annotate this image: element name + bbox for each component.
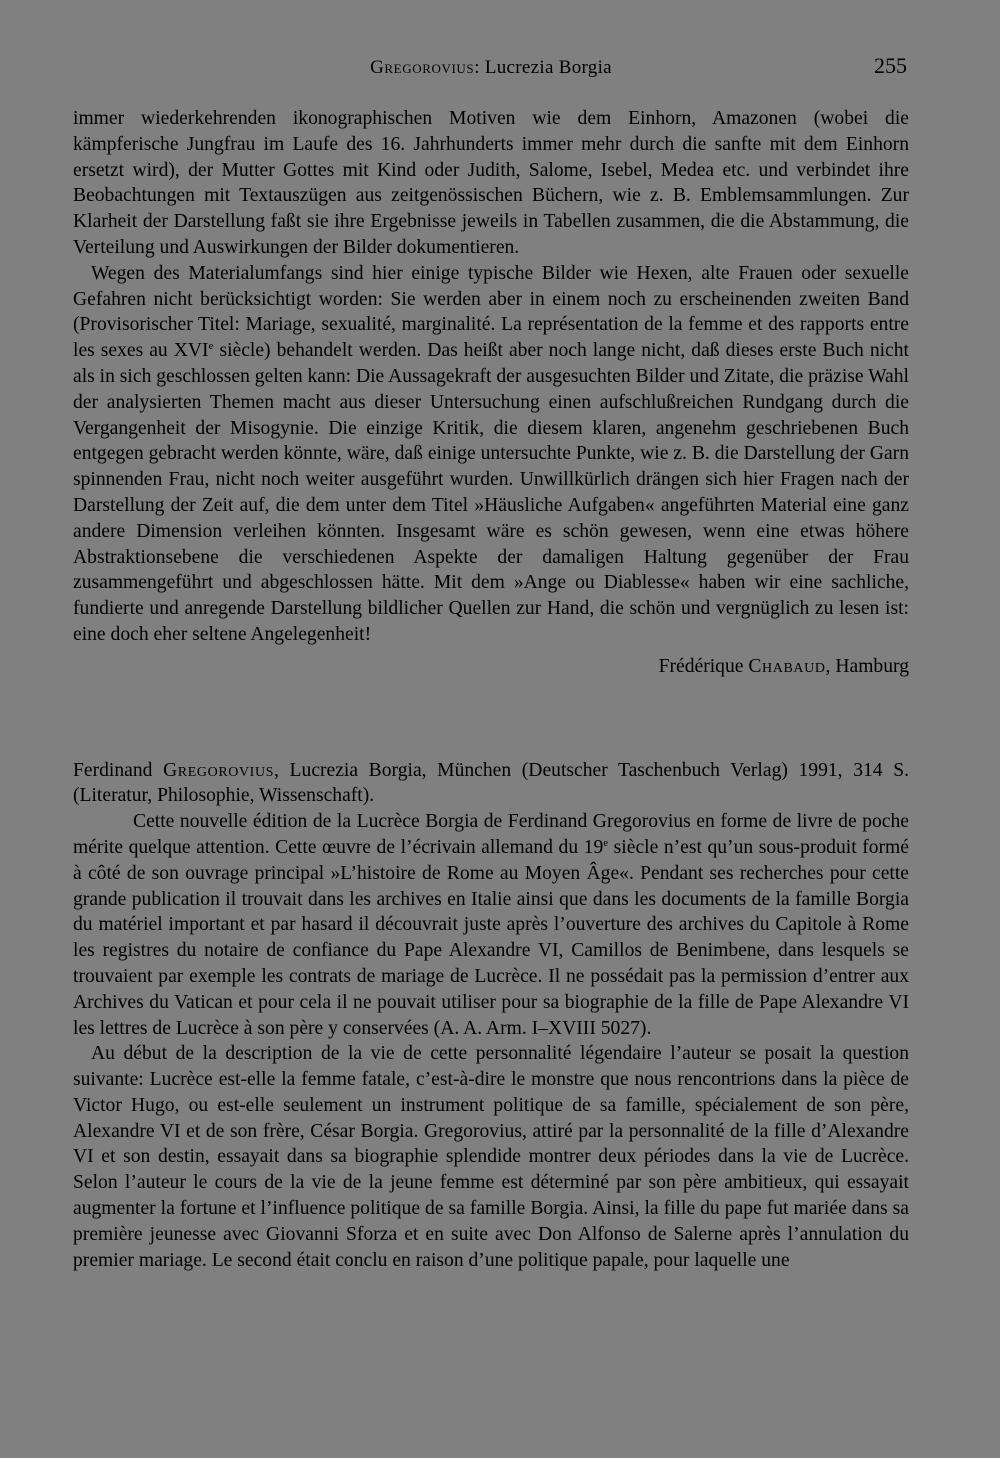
- running-head: [73, 54, 909, 82]
- running-head-author: Gregorovius: [370, 57, 475, 78]
- review2-paragraph-1-part-b: siècle n’est qu’un sous-produit formé à côté de son ouvrage principal »L’histoire de Rome au Moyen Âge«. Pendant ses recherches pour cette grande publication il trouvait dans les archives en Italie ainsi que dans les documents de la famille Borgia du matériel important et par hasard il découvrait juste après l’ouverture des archives du Capitole à Rome les registres du notaire de confiance du Pape Alexandre VI, Camillos de Benimbene, dans lesquels se trouvaient par exemple les contrats de mariage de Lucrèce. Il ne possédait pas la permission d’entrer aux Archives du Vatican et pour cela il ne pouvait utiliser pour sa biographie de la fille de Pape Alexandre VI les lettres de Lucrèce à son père y conservées (A. A. Arm. I–XVIII 5027).: [73, 836, 909, 1039]
- reviewer-signature: [73, 654, 909, 680]
- review1-paragraph-2-part-a: Wegen des Materialumfangs sind hier einige typische Bilder wie Hexen, alte Frauen oder sexuelle Gefahren nicht berücksichtigt worden: Sie werden aber in einem noch zu erscheinenden zweiten Band (Provisorischer Titel: Mariage, sexualité, marginalité. La représentation de la femme et des rapports entre les sexes au XVI: [73, 262, 909, 362]
- review1-paragraph-2-part-b: siècle) behandelt werden. Das heißt aber noch lange nicht, daß dieses erste Buch nicht als in sich geschlossen gelten kann: Die Aussagekraft der ausgesuchten Bilder und Zitate, die präzise Wahl der analysierten Themen macht aus dieser Untersuchung einen aufschlußreichen Rundgang durch die Vergangenheit der Misogynie. Die einzige Kritik, die diesem klaren, angenehm geschriebenen Buch entgegen gebracht werden könnte, wäre, daß einige untersuchte Punkte, wie z. B. die Darstellung der Garn spinnenden Frau, nicht noch weiter ausgeführt wurden. Unwillkürlich drängen sich hier Fragen nach der Darstellung der Zeit auf, die dem unter dem Titel »Häusliche Aufgaben« angeführten Material eine ganz andere Dimension verleihen könnten. Insgesamt wäre es schön gewesen, wenn eine etwas höhere Abstraktionsebene die verschiedenen Aspekte der damaligen Haltung gegenüber der Frau zusammengeführt und abgeschlossen hätte. Mit dem »Ange ou Diablesse« haben wir eine sachliche, fundierte und anregende Darstellung bildlicher Quellen zur Hand, die schön und vergnüglich zu lesen ist: eine doch eher seltene Angelegenheit!: [73, 340, 909, 645]
- review1-paragraph-2: [73, 261, 909, 648]
- review2-paragraph-1-part-a: Cette nouvelle édition de la Lucrèce Borgia de Ferdinand Gregorovius en forme de livre de poche mérite quelque attention. Cette œuvre de l’écrivain allemand du 19: [73, 811, 909, 858]
- review2-paragraph-2: Au début de la description de la vie de cette personnalité légendaire l’auteur se posait la question suivante: Lucrèce est-elle la femme fatale, c’est-à-dire le monstre que nous rencontrions dans la pièce de Victor Hugo, ou est-elle seulement un instrument politique de sa famille, spécialement de son père, Alexandre VI et de son frère, César Borgia. Gregorovius, attiré par la personnalité de la fille d’Alexandre VI et son destin, essayait dans sa biographie splendide montrer deux périodes dans la vie de Lucrèce. Selon l’auteur le cours de la vie de la jeune femme est déterminé par son père ambitieux, qui essayait augmenter la fortune et l’influence politique de sa famille Borgia. Ainsi, la fille du pape fut mariée dans sa première jeunesse avec Giovanni Sforza et en suite avec Don Alfonso de Salerne après l’annulation du premier mariage. Le second était conclu en raison d’une politique papale, pour laquelle une: [73, 1043, 909, 1271]
- book-author-last-name: Gregorovius: [163, 759, 275, 781]
- page-number: 255: [874, 53, 907, 78]
- running-title: [73, 54, 909, 82]
- review1-paragraph-1: immer wiederkehrenden ikonographischen Motiven wie dem Einhorn, Amazonen (wobei die kämpferische Jungfrau im Laufe des 16. Jahrhunderts immer mehr durch die sanfte mit dem Einhorn ersetzt wird), der Mutter Gottes mit Kind oder Judith, Salome, Isebel, Medea etc. und verbindet ihre Beobachtungen mit Textauszügen aus zeitgenössischen Büchern, wie z. B. Emblemsammlungen. Zur Klarheit der Darstellung faßt sie ihre Ergebnisse jeweils in Tabellen zusammen, die die Abstammung, die Verteilung und Auswirkungen der Bilder dokumentieren.: [73, 108, 909, 258]
- reviewer-first-name: Frédérique: [658, 655, 749, 677]
- book-author-first-name: Ferdinand: [73, 759, 164, 781]
- reviewer-place: , Hamburg: [825, 655, 909, 677]
- reviewer-last-name: Chabaud: [748, 655, 826, 677]
- superscript-e: e: [208, 340, 214, 353]
- book-citation: , Lucrezia Borgia, München (Deutscher Taschenbuch Verlag) 1991, 314 S. (Literatur, Philosophie, Wissenschaft).: [73, 759, 909, 807]
- body-text: [73, 106, 909, 1273]
- superscript-e-2: e: [603, 836, 609, 849]
- running-head-title: : Lucrezia Borgia: [474, 57, 612, 78]
- review2-paragraph-1: [73, 809, 909, 1041]
- review2-bibliographic-heading: [73, 758, 909, 810]
